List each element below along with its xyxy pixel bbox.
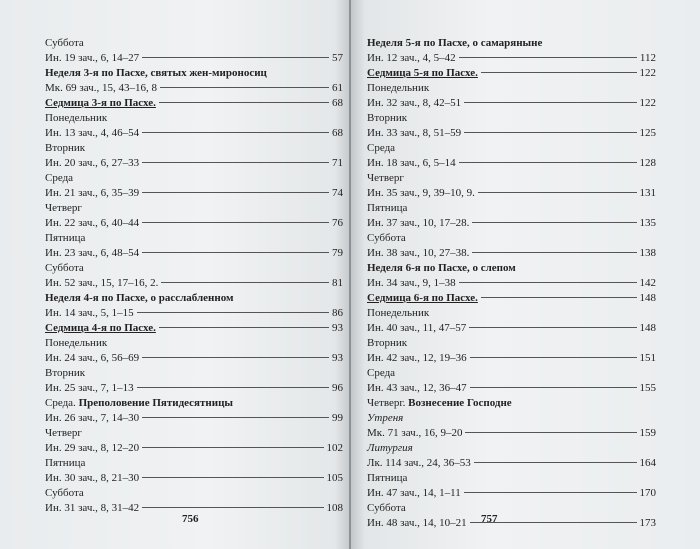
feast-name: Преполовение Пятидесятницы	[78, 397, 234, 409]
dot-leader	[472, 222, 636, 223]
day-label-text: Среда	[367, 142, 396, 154]
day-label-text: Четверг	[45, 427, 82, 439]
toc-reading-entry	[367, 486, 656, 501]
toc-service-label	[367, 441, 656, 456]
toc-reading-entry	[45, 186, 343, 201]
toc-reading-entry	[367, 276, 656, 291]
toc-sunday-heading	[367, 36, 656, 51]
day-label-text: Вторник	[45, 367, 86, 379]
heading-text: Неделя 3-я по Пасхе, святых жен-мироносиц	[45, 67, 267, 79]
toc-reading-entry	[367, 426, 656, 441]
entry-text: Ин. 40 зач., 11, 47–57	[367, 322, 467, 334]
dot-leader	[465, 432, 636, 433]
service-label-text: Литургия	[367, 442, 413, 454]
toc-day-label	[45, 36, 343, 51]
dot-leader	[472, 252, 636, 253]
day-prefix: Четверг.	[367, 397, 409, 409]
entry-page-number: 125	[639, 127, 656, 139]
entry-page-number: 122	[639, 97, 656, 109]
entry-text: Ин. 21 зач., 6, 35–39	[45, 187, 140, 199]
day-label-text: Пятница	[45, 457, 86, 469]
toc-reading-entry	[367, 381, 656, 396]
toc-day-label	[45, 171, 343, 186]
entry-text: Ин. 24 зач., 6, 56–69	[45, 352, 140, 364]
day-label-text: Понедельник	[367, 82, 430, 94]
entry-text: Ин. 22 зач., 6, 40–44	[45, 217, 140, 229]
left-page	[0, 0, 349, 549]
dot-leader	[142, 357, 329, 358]
entry-text: Ин. 12 зач., 4, 5–42	[367, 52, 456, 64]
dot-leader	[137, 387, 329, 388]
toc-day-label	[45, 456, 343, 471]
dot-leader	[464, 132, 636, 133]
toc-reading-entry	[45, 216, 343, 231]
toc-day-label	[367, 171, 656, 186]
toc-reading-entry	[367, 216, 656, 231]
toc-sunday-heading	[45, 66, 343, 81]
left-page-number: 756	[182, 513, 199, 525]
entry-page-number: 93	[332, 322, 343, 334]
toc-reading-entry	[45, 276, 343, 291]
day-label-text: Вторник	[367, 112, 408, 124]
toc-day-label	[45, 426, 343, 441]
entry-text: Ин. 52 зач., 15, 17–16, 2.	[45, 277, 159, 289]
entry-page-number: 151	[639, 352, 656, 364]
toc-reading-entry	[45, 381, 343, 396]
entry-page-number: 68	[332, 97, 343, 109]
day-label-text: Суббота	[45, 487, 84, 499]
toc-reading-entry	[45, 51, 343, 66]
entry-text: Ин. 19 зач., 6, 14–27	[45, 52, 140, 64]
dot-leader	[142, 132, 329, 133]
entry-page-number: 164	[639, 457, 656, 469]
day-label-text: Четверг	[45, 202, 82, 214]
dot-leader	[160, 87, 329, 88]
entry-text: Лк. 114 зач., 24, 36–53	[367, 457, 471, 469]
dot-leader	[142, 57, 329, 58]
entry-page-number: 79	[332, 247, 343, 259]
toc-week-heading-entry	[45, 96, 343, 111]
entry-text: Седмица 3-я по Пасхе.	[45, 97, 156, 109]
dot-leader	[142, 252, 329, 253]
entry-page-number: 159	[639, 427, 656, 439]
day-label-text: Суббота	[45, 262, 84, 274]
entry-page-number: 148	[639, 322, 656, 334]
entry-text: Седмица 6-я по Пасхе.	[367, 292, 478, 304]
toc-reading-entry	[367, 516, 656, 531]
toc-reading-entry	[367, 96, 656, 111]
dot-leader	[470, 387, 637, 388]
day-label-text: Среда	[45, 172, 74, 184]
entry-page-number: 76	[332, 217, 343, 229]
toc-day-label	[45, 141, 343, 156]
entry-page-number: 74	[332, 187, 343, 199]
feast-name: Вознесение Господне	[408, 397, 512, 409]
dot-leader	[464, 492, 637, 493]
toc-feast-heading	[45, 396, 343, 411]
entry-text: Ин. 18 зач., 6, 5–14	[367, 157, 456, 169]
dot-leader	[474, 462, 637, 463]
toc-reading-entry	[45, 81, 343, 96]
entry-page-number: 86	[332, 307, 343, 319]
entry-page-number: 155	[639, 382, 656, 394]
dot-leader	[459, 57, 637, 58]
entry-text: Ин. 26 зач., 7, 14–30	[45, 412, 140, 424]
dot-leader	[469, 327, 636, 328]
entry-text: Мк. 71 зач., 16, 9–20	[367, 427, 463, 439]
entry-text: Ин. 37 зач., 10, 17–28.	[367, 217, 470, 229]
dot-leader	[459, 162, 637, 163]
toc-day-label	[45, 336, 343, 351]
toc-day-label	[367, 501, 656, 516]
dot-leader	[161, 282, 329, 283]
right-toc-column	[367, 36, 656, 531]
entry-text: Ин. 35 зач., 9, 39–10, 9.	[367, 187, 475, 199]
heading-text: Неделя 6-я по Пасхе, о слепом	[367, 262, 516, 274]
entry-text: Ин. 30 зач., 8, 21–30	[45, 472, 140, 484]
heading-text: Неделя 4-я по Пасхе, о расслабленном	[45, 292, 234, 304]
entry-text: Ин. 43 зач., 12, 36–47	[367, 382, 467, 394]
entry-text: Ин. 47 зач., 14, 1–11	[367, 487, 461, 499]
entry-text: Ин. 34 зач., 9, 1–38	[367, 277, 456, 289]
day-label-text: Четверг	[367, 172, 404, 184]
entry-page-number: 93	[332, 352, 343, 364]
entry-text: Ин. 32 зач., 8, 42–51	[367, 97, 462, 109]
toc-reading-entry	[45, 411, 343, 426]
toc-day-label	[367, 81, 656, 96]
toc-day-label	[45, 111, 343, 126]
toc-reading-entry	[367, 156, 656, 171]
entry-page-number: 81	[332, 277, 343, 289]
toc-reading-entry	[367, 456, 656, 471]
day-label-text: Среда	[367, 367, 396, 379]
dot-leader	[142, 222, 329, 223]
entry-text: Седмица 4-я по Пасхе.	[45, 322, 156, 334]
toc-reading-entry	[45, 471, 343, 486]
day-prefix: Среда.	[45, 397, 79, 409]
day-label-text: Понедельник	[367, 307, 430, 319]
dot-leader	[159, 102, 329, 103]
entry-text: Ин. 25 зач., 7, 1–13	[45, 382, 134, 394]
toc-reading-entry	[45, 306, 343, 321]
toc-reading-entry	[367, 321, 656, 336]
entry-page-number: 61	[332, 82, 343, 94]
entry-text: Седмица 5-я по Пасхе.	[367, 67, 478, 79]
day-label-text: Вторник	[45, 142, 86, 154]
left-toc-column	[45, 36, 343, 516]
right-page	[351, 0, 700, 549]
entry-text: Ин. 14 зач., 5, 1–15	[45, 307, 134, 319]
entry-text: Ин. 13 зач., 4, 46–54	[45, 127, 140, 139]
toc-reading-entry	[45, 441, 343, 456]
entry-page-number: 148	[639, 292, 656, 304]
entry-page-number: 135	[639, 217, 656, 229]
dot-leader	[142, 417, 329, 418]
entry-page-number: 105	[326, 472, 343, 484]
toc-sunday-heading	[45, 291, 343, 306]
dot-leader	[481, 297, 637, 298]
entry-page-number: 122	[639, 67, 656, 79]
entry-page-number: 112	[639, 52, 656, 64]
toc-day-label	[367, 366, 656, 381]
toc-day-label	[45, 201, 343, 216]
dot-leader	[459, 282, 637, 283]
toc-day-label	[367, 231, 656, 246]
day-label-text: Пятница	[367, 202, 408, 214]
dot-leader	[481, 72, 637, 73]
entry-text: Ин. 29 зач., 8, 12–20	[45, 442, 140, 454]
entry-page-number: 128	[639, 157, 656, 169]
toc-day-label	[367, 201, 656, 216]
toc-reading-entry	[45, 246, 343, 261]
toc-reading-entry	[367, 126, 656, 141]
toc-day-label	[45, 366, 343, 381]
entry-text: Мк. 69 зач., 15, 43–16, 8	[45, 82, 157, 94]
entry-page-number: 170	[639, 487, 656, 499]
toc-reading-entry	[367, 351, 656, 366]
day-label-text: Суббота	[367, 502, 406, 514]
toc-day-label	[367, 141, 656, 156]
entry-text: Ин. 23 зач., 6, 48–54	[45, 247, 140, 259]
toc-reading-entry	[45, 351, 343, 366]
day-label-text: Суббота	[45, 37, 84, 49]
toc-day-label	[367, 111, 656, 126]
toc-day-label	[45, 261, 343, 276]
dot-leader	[478, 192, 637, 193]
dot-leader	[142, 447, 323, 448]
entry-page-number: 68	[332, 127, 343, 139]
toc-reading-entry	[367, 51, 656, 66]
dot-leader	[142, 477, 323, 478]
dot-leader	[142, 162, 329, 163]
heading-text: Неделя 5-я по Пасхе, о самаряныне	[367, 37, 543, 49]
toc-day-label	[367, 306, 656, 321]
day-label-text: Пятница	[45, 232, 86, 244]
toc-day-label	[45, 231, 343, 246]
toc-reading-entry	[367, 186, 656, 201]
day-label-text: Понедельник	[45, 112, 108, 124]
toc-reading-entry	[367, 246, 656, 261]
entry-page-number: 173	[639, 517, 656, 529]
toc-day-label	[367, 471, 656, 486]
toc-week-heading-entry	[367, 291, 656, 306]
entry-page-number: 71	[332, 157, 343, 169]
day-label-text: Пятница	[367, 472, 408, 484]
toc-day-label	[45, 486, 343, 501]
toc-reading-entry	[45, 156, 343, 171]
toc-feast-heading	[367, 396, 656, 411]
toc-reading-entry	[45, 126, 343, 141]
entry-text: Ин. 42 зач., 12, 19–36	[367, 352, 467, 364]
service-label-text: Утреня	[367, 412, 404, 424]
entry-page-number: 138	[639, 247, 656, 259]
entry-page-number: 96	[332, 382, 343, 394]
entry-text: Ин. 48 зач., 14, 10–21	[367, 517, 467, 529]
toc-service-label	[367, 411, 656, 426]
dot-leader	[464, 102, 636, 103]
toc-week-heading-entry	[367, 66, 656, 81]
entry-page-number: 99	[332, 412, 343, 424]
entry-page-number: 131	[639, 187, 656, 199]
dot-leader	[142, 507, 323, 508]
entry-page-number: 102	[326, 442, 343, 454]
toc-sunday-heading	[367, 261, 656, 276]
dot-leader	[470, 357, 637, 358]
dot-leader	[159, 327, 329, 328]
entry-text: Ин. 31 зач., 8, 31–42	[45, 502, 140, 514]
entry-text: Ин. 38 зач., 10, 27–38.	[367, 247, 470, 259]
dot-leader	[137, 312, 329, 313]
day-label-text: Вторник	[367, 337, 408, 349]
day-label-text: Суббота	[367, 232, 406, 244]
entry-page-number: 142	[639, 277, 656, 289]
entry-page-number: 57	[332, 52, 343, 64]
day-label-text: Понедельник	[45, 337, 108, 349]
right-page-number: 757	[481, 513, 498, 525]
entry-page-number: 108	[326, 502, 343, 514]
dot-leader	[142, 192, 329, 193]
entry-text: Ин. 20 зач., 6, 27–33	[45, 157, 140, 169]
toc-day-label	[367, 336, 656, 351]
toc-week-heading-entry	[45, 321, 343, 336]
entry-text: Ин. 33 зач., 8, 51–59	[367, 127, 462, 139]
